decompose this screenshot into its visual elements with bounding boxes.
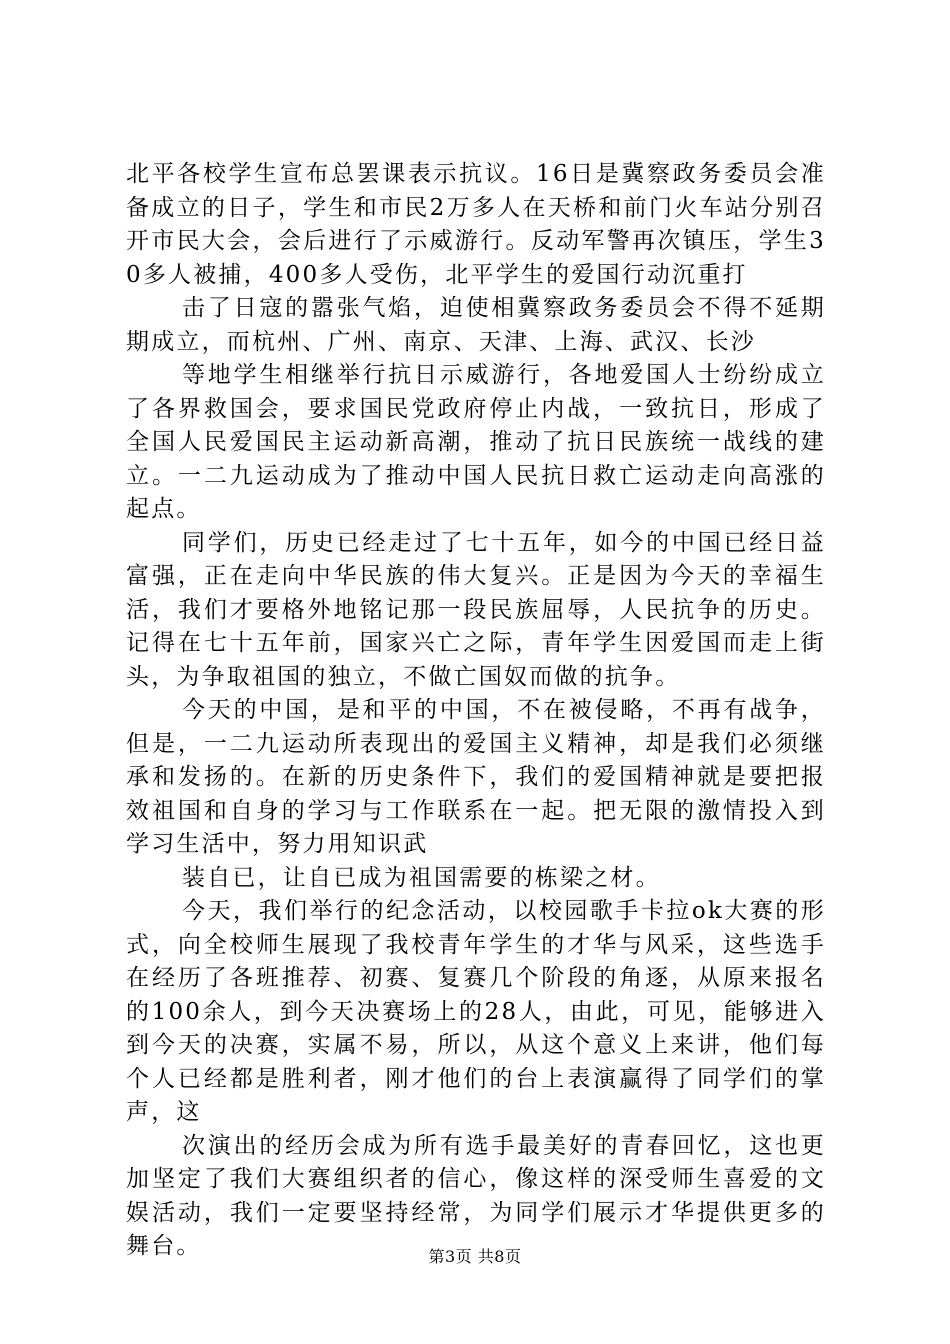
paragraph: 今天的中国，是和平的中国，不在被侵略，不再有战争，但是，一二九运动所表现出的爱国主义精神，却是我们必须继承和发扬的。在新的历史条件下，我们的爱国精神就是要把报效祖国和自身的学习与工作联系在一起。把无限的激情投入到学习生活中，努力用知识武 (126, 697, 826, 857)
paragraph: 等地学生相继举行抗日示威游行，各地爱国人士纷纷成立了各界救国会，要求国民党政府停止内战，一致抗日，形成了全国人民爱国民主运动新高潮，推动了抗日民族统一战线的建立。一二九运动成为了推动中国人民抗日救亡运动走向高涨的起点。 (126, 362, 826, 522)
paragraph: 击了日寇的嚣张气焰，迫使相冀察政务委员会不得不延期期成立，而杭州、广州、南京、天津、上海、武汉、长沙 (126, 295, 826, 355)
paragraph: 今天，我们举行的纪念活动，以校园歌手卡拉ok大赛的形式，向全校师生展现了我校青年学生的才华与风采，这些选手在经历了各班推荐、初赛、复赛几个阶段的角逐，从原来报名的100余人，到今天决赛场上的28人，由此，可见，能够进入到今天的决赛，实属不易，所以，从这个意义上来讲，他们每个人已经都是胜利者，刚才他们的台上表演赢得了同学们的掌声，这 (126, 898, 826, 1125)
document-body (126, 158, 826, 1264)
paragraph: 北平各校学生宣布总罢课表示抗议。16日是冀察政务委员会准备成立的日子，学生和市民2万多人在天桥和前门火车站分别召开市民大会，会后进行了示威游行。反动军警再次镇压，学生30多人被捕，400多人受伤，北平学生的爱国行动沉重打 (126, 161, 826, 288)
paragraph: 次演出的经历会成为所有选手最美好的青春回忆，这也更加坚定了我们大赛组织者的信心，像这样的深受师生喜爱的文娱活动，我们一定要坚持经常，为同学们展示才华提供更多的舞台。 (126, 1132, 826, 1259)
paragraph: 同学们，历史已经走过了七十五年，如今的中国已经日益富强，正在走向中华民族的伟大复兴。正是因为今天的幸福生活，我们才要格外地铭记那一段民族屈辱，人民抗争的历史。记得在七十五年前，国家兴亡之际，青年学生因爱国而走上街头，为争取祖国的独立，不做亡国奴而做的抗争。 (126, 529, 826, 690)
page-number-footer: 第3页 共8页 (428, 1247, 522, 1266)
paragraph: 装自已，让自已成为祖国需要的栋梁之材。 (182, 864, 661, 891)
